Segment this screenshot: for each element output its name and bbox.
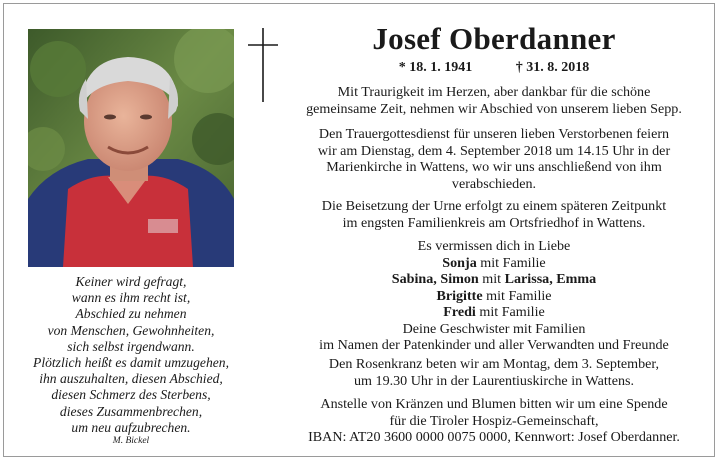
rosary-line: Den Rosenkranz beten wir am Montag, dem 3. September, (328, 356, 660, 372)
rosary-line: um 19.30 Uhr in der Laurentiuskirche in Wattens. (353, 372, 635, 389)
burial-line: im engsten Familienkreis am Ortsfriedhof in Wattens. (342, 214, 646, 231)
poem-line: diesen Schmerz des Sterbens, (51, 387, 211, 403)
service-line: wir am Dienstag, dem 4. September 2018 um 14.15 Uhr in der (317, 142, 671, 159)
donation-line: Anstelle von Kränzen und Blumen bitten wir um eine Spende (320, 396, 668, 412)
mourner-suffix: mit (482, 271, 502, 287)
intro-line: Mit Traurigkeit im Herzen, aber dankbar für die schöne (337, 84, 651, 100)
poem-line: sich selbst irgendwann. (67, 338, 195, 354)
mourner-name: Fredi (443, 304, 476, 320)
poem-line: Plötzlich heißt es damit umzugehen, (33, 355, 229, 371)
mourner-suffix: mit Familie (479, 304, 545, 320)
mourners-heading: Es vermissen dich in Liebe (417, 238, 571, 254)
intro-line: gemeinsame Zeit, nehmen wir Abschied von unserem lieben Sepp. (306, 100, 682, 117)
poem-line: um neu aufzubrechen. (71, 419, 191, 435)
mourner-row (288, 255, 700, 272)
mourner-row (288, 288, 700, 305)
godchildren-line: im Namen der Patenkinder und aller Verwandten und Freunde (319, 337, 669, 353)
siblings-line: Deine Geschwister mit Familien (402, 320, 586, 337)
donation-text (288, 396, 700, 446)
mourners-list (288, 238, 700, 354)
poem-line: ihn auszuhalten, diesen Abschied, (39, 371, 223, 387)
life-dates (288, 60, 700, 76)
birth-date: * 18. 1. 1941 (398, 60, 473, 75)
deceased-name: Josef Oberdanner (372, 21, 616, 56)
mourner-name: Larissa, Emma (504, 271, 597, 287)
service-line: Den Trauergottesdienst für unseren lieben Verstorbenen feiern (318, 126, 670, 142)
portrait-photo (28, 29, 234, 267)
poem-line: dieses Zusammenbrechen, (59, 403, 203, 419)
funeral-service-text (288, 126, 700, 192)
poem (28, 274, 234, 436)
mourner-name: Sabina, Simon (391, 271, 479, 287)
poem-line: von Menschen, Gewohnheiten, (47, 322, 215, 338)
mourner-suffix: mit Familie (480, 254, 546, 271)
mourner-suffix: mit Familie (486, 287, 552, 304)
intro-text (288, 84, 700, 117)
burial-text (288, 198, 700, 231)
obituary-card (3, 3, 715, 457)
donation-line: für die Tiroler Hospiz-Gemeinschaft, (389, 412, 599, 429)
poem-author: M. Bickel (112, 436, 150, 446)
death-date: † 31. 8. 2018 (515, 60, 590, 75)
portrait-image (28, 29, 234, 267)
mourner-row (288, 271, 700, 288)
donation-line: IBAN: AT20 3600 0000 0075 0000, Kennwort: Josef Oberdanner. (308, 429, 680, 445)
poem-line: wann es ihm recht ist, (71, 290, 191, 306)
mourner-name: Brigitte (436, 287, 483, 304)
mourner-row (288, 304, 700, 321)
mourner-name: Sonja (442, 254, 477, 271)
service-line: verabschieden. (451, 175, 537, 192)
rosary-text (288, 356, 700, 389)
cross-icon (246, 28, 280, 102)
burial-line: Die Beisetzung der Urne erfolgt zu einem späteren Zeitpunkt (321, 198, 667, 214)
service-line: Marienkirche in Wattens, wo wir uns anschließend von ihm (326, 159, 662, 175)
poem-line: Abschied zu nehmen (75, 306, 187, 322)
poem-line: Keiner wird gefragt, (75, 274, 187, 289)
